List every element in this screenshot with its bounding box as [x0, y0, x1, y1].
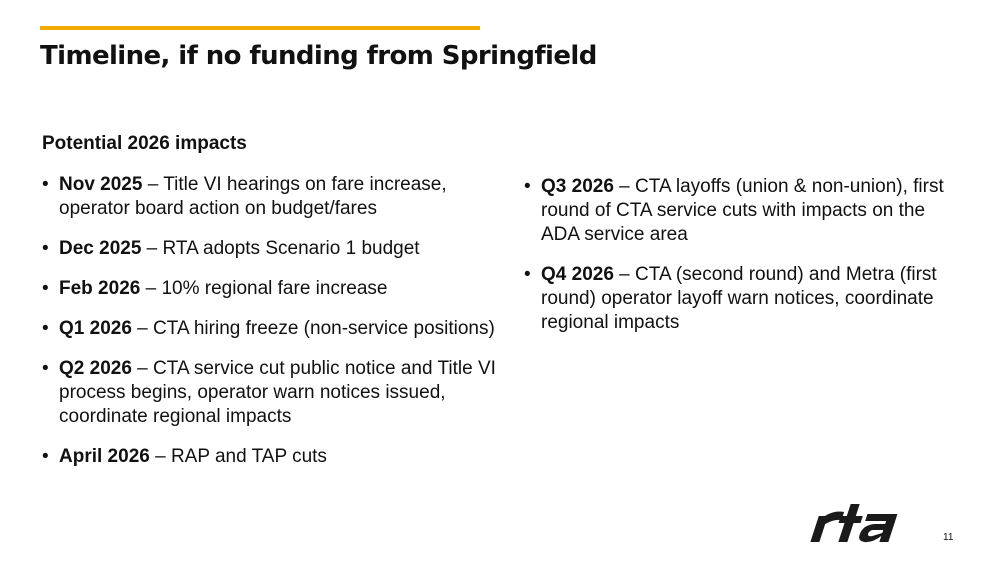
- timeline-text: – Title VI hearings on fare increase, operator board action on budget/fares: [59, 174, 447, 219]
- bullet-icon: •: [524, 264, 531, 285]
- timeline-date: Q4 2026: [541, 264, 614, 285]
- timeline-item: [42, 277, 512, 301]
- timeline-date: Q2 2026: [59, 358, 132, 379]
- rta-logo: [808, 500, 914, 544]
- bullet-icon: •: [42, 238, 49, 259]
- timeline-date: Q1 2026: [59, 318, 132, 339]
- timeline-text: – RTA adopts Scenario 1 budget: [141, 238, 420, 259]
- bullet-icon: •: [42, 446, 49, 467]
- timeline-item: [42, 357, 512, 429]
- timeline-text: – CTA layoffs (union & non-union), first round of CTA service cuts with impacts on the ADA service area: [541, 176, 944, 245]
- title-accent-bar: [40, 26, 480, 30]
- timeline-text: – CTA hiring freeze (non-service positions): [131, 318, 495, 339]
- bullet-icon: •: [42, 278, 49, 299]
- timeline-date: Feb 2026: [59, 278, 141, 299]
- timeline-text: – CTA (second round) and Metra (first round) operator layoff warn notices, coordinate regional impacts: [541, 264, 937, 333]
- timeline-item: [524, 263, 964, 335]
- timeline-date: Nov 2025: [59, 174, 143, 195]
- timeline-item: [42, 237, 512, 261]
- timeline-text: – RAP and TAP cuts: [149, 446, 327, 467]
- left-timeline-list: [42, 173, 512, 485]
- timeline-date: April 2026: [59, 446, 150, 467]
- timeline-item: [42, 317, 512, 341]
- timeline-item: [42, 173, 512, 221]
- timeline-item: [42, 445, 512, 469]
- timeline-text: – 10% regional fare increase: [140, 278, 388, 299]
- timeline-item: [524, 175, 964, 247]
- right-timeline-list: [524, 175, 964, 351]
- bullet-icon: •: [524, 176, 531, 197]
- bullet-icon: •: [42, 358, 49, 379]
- slide-title: Timeline, if no funding from Springfield: [40, 41, 597, 71]
- timeline-text: – CTA service cut public notice and Title VI process begins, operator warn notices issued, coordinate regional impacts: [59, 358, 496, 427]
- bullet-icon: •: [42, 174, 49, 195]
- timeline-date: Q3 2026: [541, 176, 614, 197]
- page-number: 11: [943, 532, 954, 543]
- timeline-date: Dec 2025: [59, 238, 142, 259]
- section-subtitle: Potential 2026 impacts: [42, 133, 247, 154]
- bullet-icon: •: [42, 318, 49, 339]
